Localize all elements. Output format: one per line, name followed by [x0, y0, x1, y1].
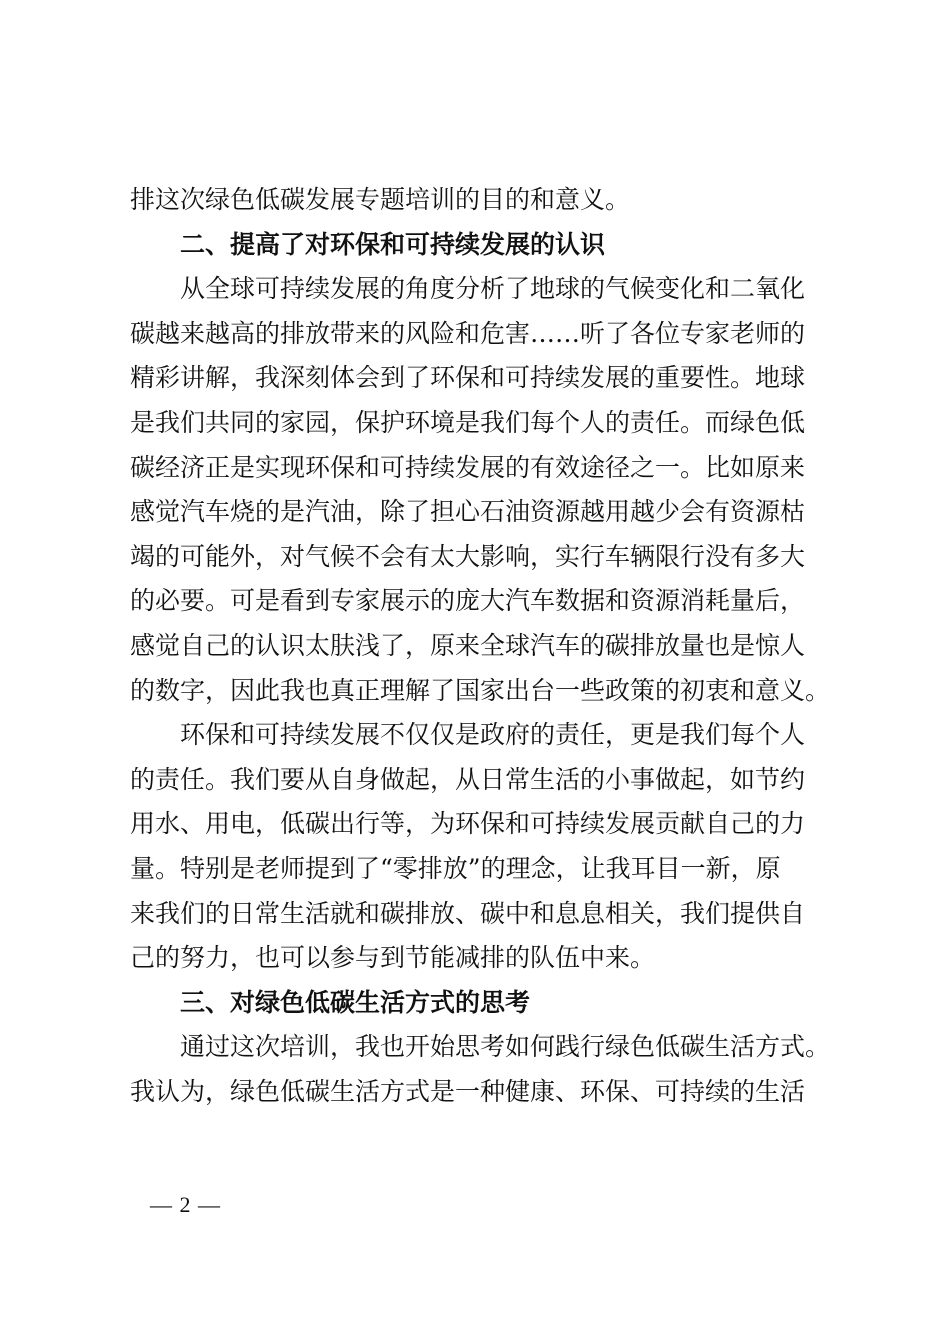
page-number: — 2 —: [150, 1192, 221, 1217]
section-heading-2: 二、提高了对环保和可持续发展的认识: [180, 229, 606, 259]
paragraph-line: 竭的可能外，对气候不会有太大影响，实行车辆限行没有多大: [130, 541, 806, 571]
paragraph-line: 碳经济正是实现环保和可持续发展的有效途径之一。比如原来: [130, 452, 806, 482]
paragraph-line: 通过这次培训，我也开始思考如何践行绿色低碳生活方式。: [180, 1032, 831, 1062]
paragraph-line: 的责任。我们要从自身做起，从日常生活的小事做起，如节约: [130, 764, 806, 794]
paragraph-line: 是我们共同的家园，保护环境是我们每个人的责任。而绿色低: [130, 407, 806, 437]
paragraph-line: 的必要。可是看到专家展示的庞大汽车数据和资源消耗量后，: [130, 586, 806, 616]
paragraph-line: 的数字，因此我也真正理解了国家出台一些政策的初衷和意义。: [130, 675, 831, 705]
paragraph-line: 我认为，绿色低碳生活方式是一种健康、环保、可持续的生活: [130, 1076, 806, 1106]
paragraph-line: 量。特别是老师提到了“零排放”的理念，让我耳目一新，原: [130, 853, 781, 883]
document-body: [130, 178, 831, 1114]
paragraph-line: 己的努力，也可以参与到节能减排的队伍中来。: [130, 943, 656, 973]
paragraph-line: 感觉汽车烧的是汽油，除了担心石油资源越用越少会有资源枯: [130, 497, 806, 527]
paragraph-line: 排这次绿色低碳发展专题培训的目的和意义。: [130, 185, 631, 214]
paragraph-line: 碳越来越高的排放带来的风险和危害……听了各位专家老师的: [130, 318, 806, 348]
paragraph-line: 精彩讲解，我深刻体会到了环保和可持续发展的重要性。地球: [130, 363, 806, 393]
section-heading-3: 三、对绿色低碳生活方式的思考: [180, 987, 531, 1017]
paragraph-line: 用水、用电，低碳出行等，为环保和可持续发展贡献自己的力: [130, 809, 806, 839]
paragraph-line: 从全球可持续发展的角度分析了地球的气候变化和二氧化: [180, 274, 806, 304]
paragraph-line: 环保和可持续发展不仅仅是政府的责任，更是我们每个人: [180, 720, 806, 750]
paragraph-line: 来我们的日常生活就和碳排放、碳中和息息相关，我们提供自: [130, 898, 806, 928]
paragraph-line: 感觉自己的认识太肤浅了，原来全球汽车的碳排放量也是惊人: [130, 630, 806, 660]
